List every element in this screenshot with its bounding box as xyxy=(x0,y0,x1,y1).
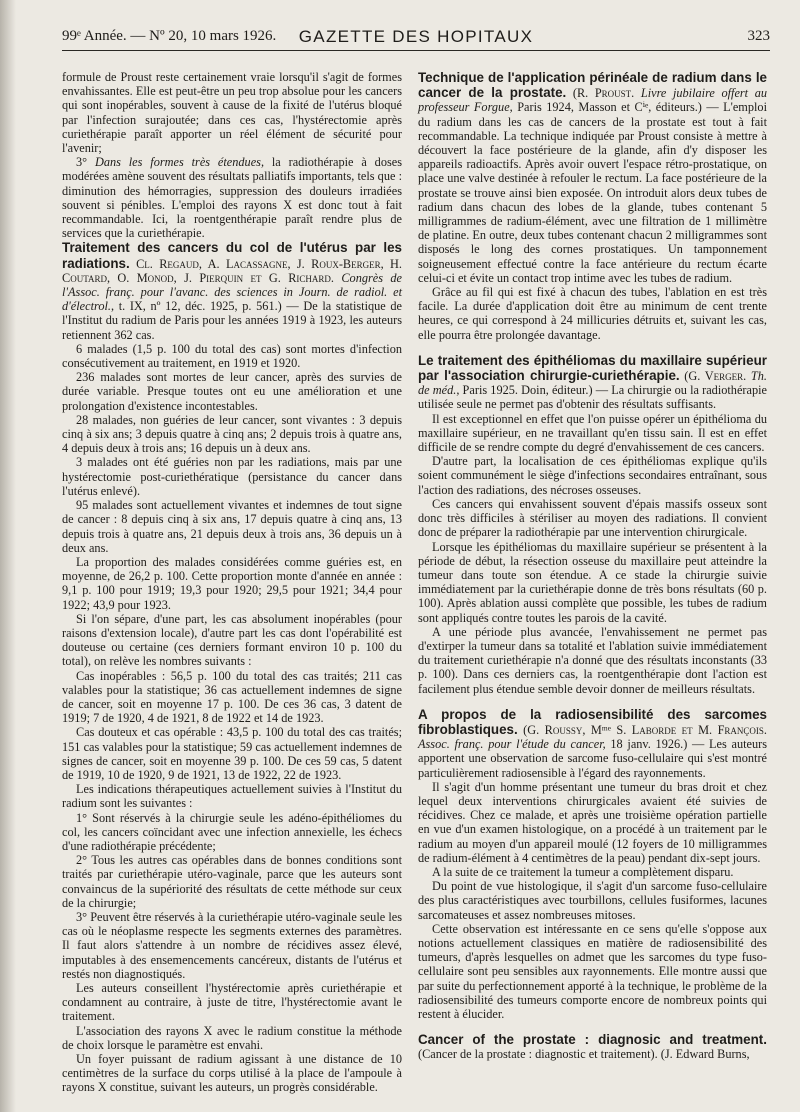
paragraph: Du point de vue histologique, il s'agit d'un sarcome fuso-cellulaire des plus caractéristiques avec tourbillons, cellules fusiformes, lacunes sarcomateuses et assez nombreuses mitoses. xyxy=(418,879,767,922)
paragraph: 2° Tous les autres cas opérables dans de bonnes conditions sont traités par curiethérapie utéro-vaginale, parce que les auteurs sont convaincus de la supériorité des résultats de cette méthode sur ceux de la chirurgie; xyxy=(62,853,402,910)
paragraph: D'autre part, la localisation de ces épithéliomas explique qu'ils soient communément le siège d'infections secondaires entraînant, sous l'action des radiations, des nécroses osseuses. xyxy=(418,454,767,497)
paragraph: Cette observation est intéressante en ce sens qu'elle s'oppose aux notions actuellement classiques en matière de radiosensibilité des tumeurs, d'après lesquelles on admet que les sarcomes du type fuso-cellulaire sont peu sensibles aux rayonnements. Elle montre aussi que par suite du perfectionnement apporté à la technique, le problème de la radiosensibilité des tumeurs comporte encore de nombreux points qui restent à élucider. xyxy=(418,921,767,1021)
paragraph: Si l'on sépare, d'une part, les cas absolument inopérables (pour raisons d'extension locale), d'autre part les cas dont l'opérabilité est douteuse ou certaine (ces derniers formant environ 10 p. 100 du total), on relève les nombres suivants : xyxy=(62,611,402,669)
article-title: Technique de l'application périnéale de radium dans le cancer de la prostate. xyxy=(418,70,767,101)
paragraph: 6 malades (1,5 p. 100 du total des cas) sont mortes d'infection consécutivement au traitement, en 1919 et 1920. xyxy=(62,341,402,371)
article-source: Congrès de l'Assoc. franç. pour l'avanc. des sciences in Journ. de radiol. et d'électrol. xyxy=(62,270,403,314)
page-edge-shadow xyxy=(0,0,16,1112)
article-title: A propos de la radiosensibilité des sarcomes fibroblastiques. xyxy=(418,706,767,737)
page-number: 323 xyxy=(747,28,770,44)
paragraph: 28 malades, non guéries de leur cancer, sont vivantes : 3 depuis cinq à six ans; 3 depuis quatre à cinq ans; 2 depuis trois à quatre ans, 4 depuis deux à trois ans; 16 depuis un à deux ans. xyxy=(62,412,402,456)
paragraph: La proportion des malades considérées comme guéries est, en moyenne, de 26,2 p. 100. Cette proportion monte d'année en année : 9,1 p. 100 pour 1919; 19,3 pour 1920; 29,5 pour 1921; 34,4 pour 1922; 43,9 pour 1923. xyxy=(62,554,402,612)
paragraph: formule de Proust reste certainement vraie lorsqu'il s'agit de formes envahissantes. Elle est peut-être un peu trop absolue pour les cancers qui sont inopérables, souvent à cause de la fixité de l'utérus bloqué par l'infection surajoutée; dans ces cas, l'hystérectomie après curiethérapie paraît apporter un réel élément de sécurité pour l'avenir; xyxy=(62,70,402,156)
article-authors: (G. Roussy, Mᵐᵉ S. Laborde et M. François. xyxy=(517,722,767,737)
paragraph: 3° Peuvent être réservés à la curiethérapie utéro-vaginale seule les cas où le néoplasme respecte les segments externes des paramètres. Il faut alors s'attendre à un nombre de récidives assez élevé, imputables à des ensemencements cancéreux, distants de l'utérus et restés non diagnostiqués. xyxy=(62,909,402,981)
article-sarcomes xyxy=(418,707,767,1021)
paragraph: Les indications thérapeutiques actuellement suivies à l'Institut du radium sont les suivantes : xyxy=(62,782,402,811)
article-heading: Technique de l'application périnéale de radium dans le cancer de la prostate. (R. Proust. Livre jubilaire offert au professeur Forgue, Paris 1924, Masson et Cⁱᵉ, éditeurs.) — L'emploi du radium dans les cas de cancers de la prostate est tout à fait recommandable. La technique indiquée par Proust consiste à mettre à découvert la face postérieure de la glande, afin d'y disposer les appareils radioactifs. Après avoir ouvert l'espace rétro-prostatique, on place une valve destinée à refouler le rectum. La face postérieure de la prostate se trouve ainsi bien exposée. On introduit alors deux tubes de radium dans chacun des lobes de la glande, tubes contenant 5 milligrammes de radium-élément, avec une filtration de 1 millimètre de platine. En outre, deux tubes contenant chacun 2 milligrammes sont disposés le long des cornes prostatiques. Un tamponnement soigneusement effectué contre la face antérieure du rectum écarte celui-ci et évite un contact trop intime avec les tubes de radium. xyxy=(418,70,767,285)
paragraph: 3 malades ont été guéries non par les radiations, mais par une hystérectomie post-curiethératique (persistance du cancer dans l'utérus enlevé). xyxy=(62,455,402,498)
article-authors: (G. Verger. xyxy=(679,369,751,384)
article-heading: Le traitement des épithéliomas du maxillaire supérieur par l'association chirurgie-curiethérapie. (G. Verger. Th. de méd., Paris 1925. Doin, éditeur.) — La chirurgie ou la radiothérapie utilisée seule ne permet pas d'obtenir des résultats suffisants. xyxy=(418,352,767,412)
article-title: Cancer of the prostate : diagnosic and treatment. xyxy=(418,1032,767,1048)
article-prostate-radium xyxy=(418,70,767,342)
right-column xyxy=(418,70,767,1062)
paragraph: Il s'agit d'un homme présentant une tumeur du bras droit et chez lequel deux interventions chirurgicales avaient été suivies de récidives. Chez ce malade, et après une troisième opération partielle en vue d'un examen histologique, on a procédé à un traitement par le radium au moyen d'un appareil moulé (12 foyers de 10 milligrammes de radium-élément à 4 centimètres de la peau) pendant dix-sept jours. xyxy=(418,779,767,865)
article-source: Th. de méd., xyxy=(418,369,767,398)
paragraph: Ces cancers qui envahissent souvent d'épais massifs osseux sont donc très difficiles à stériliser au moyen des radiations. Il convient donc de préparer la radiothérapie par une intervention chirurgicale. xyxy=(418,496,767,540)
paragraph: Un foyer puissant de radium agissant à une distance de 10 centimètres de la surface du corps utilisé à la place de l'ampoule à rayons X constitue, suivant les auteurs, un progrès considérable. xyxy=(62,1052,402,1095)
article-title: Le traitement des épithéliomas du maxillaire supérieur par l'association chirurgie-curiethérapie. xyxy=(418,352,767,384)
paragraph: A une période plus avancée, l'envahissement ne permet pas d'extirper la tumeur dans sa totalité et l'ablation suivie immédiatement du traitement curiethérapie n'a donné que des résultats inconstants (33 p. 100). Dans ces derniers cas, la roentgenthérapie dont l'action est facilement plus étendue semble devoir donner de meilleurs résultats. xyxy=(418,624,767,696)
paragraph: Cas douteux et cas opérable : 43,5 p. 100 du total des cas traités; 151 cas valables pour la statistique; 59 cas actuellement indemnes de signes de cancer, soit en moyenne 39 p. 100. De ces 59 cas, 5 datent de 1919, 10 de 1920, 9 de 1921, 13 de 1922, 22 de 1923. xyxy=(62,725,402,782)
article-title: Traitement des cancers du col de l'utérus par les radiations. xyxy=(62,240,402,271)
article-authors: Cl. Regaud, A. Lacassagne, J. Roux-Berger, H. Coutard, O. Monod, J. Pierquin et G. Richard. xyxy=(62,256,402,285)
article-heading xyxy=(418,1032,767,1061)
article-source: Assoc. franç. pour l'étude du cancer, xyxy=(418,737,606,752)
article-maxillaire xyxy=(418,353,767,696)
paragraph: Les auteurs conseillent l'hystérectomie après curiethérapie et condamnent au contraire, à juste de titre, l'hystérectomie avant le traitement. xyxy=(62,981,402,1024)
article-subtitle: (Cancer de la prostate : diagnostic et traitement). (J. Edward Burns, xyxy=(418,1047,750,1062)
article-cancer-prostate-diagnosis xyxy=(418,1032,767,1061)
paragraph: Grâce au fil qui est fixé à chacun des tubes, l'ablation en est très facile. La durée d'application doit être au minimum de cent trente heures, ce qui correspond à 24 millicuries détruits et, suivant les cas, elle pourra être prolongée davantage. xyxy=(418,285,767,342)
paragraph: Cas inopérables : 56,5 p. 100 du total des cas traités; 211 cas valables pour la statistique; 36 cas actuellement indemnes de signe de cancer, soit en moyenne 17 p. 100. De ces 36 cas, 3 datent de 1919; 7 de 1920, 4 de 1921, 8 de 1922 et 14 de 1923. xyxy=(62,668,402,726)
article-heading: Traitement des cancers du col de l'utérus par les radiations. Cl. Regaud, A. Lacassagne, J. Roux-Berger, H. Coutard, O. Monod, J. Pierquin et G. Richard. Congrès de l'Assoc. franç. pour l'avanc. des sciences in Journ. de radiol. et d'électrol., t. IX, nº 12, déc. 1925, p. 561.) — De la statistique de l'Institut du radium de Paris pour les années 1919 à 1923, les auteurs retiennent 362 cas. xyxy=(62,240,403,342)
paragraph: 3° Dans les formes très étendues, la radiothérapie à doses modérées amène souvent des résultats palliatifs importants, tels que : diminution des hémorragies, suppression des douleurs irradiées souvent si pénibles. L'emploi des rayons X est donc tout à fait recommandable. Ici, la roentgenthérapie paraît rendre plus de services que la curiethérapie. xyxy=(62,155,403,241)
paragraph: A la suite de ce traitement la tumeur a complètement disparu. xyxy=(432,864,734,879)
paragraph: Il est exceptionnel en effet que l'on puisse opérer un épithélioma du maxillaire supérieur, en ne travaillant qu'en tissu sain. Il est en effet difficile de se rendre compte du degré d'envahissement de ces cancers. xyxy=(418,411,767,455)
paragraph: L'association des rayons X avec le radium constitue la méthode de choix lorsque le paramètre est envahi. xyxy=(62,1023,402,1052)
article-source: Livre jubilaire offert au professeur Forgue, xyxy=(418,86,767,115)
paragraph: Lorsque les épithéliomas du maxillaire supérieur se présentent à la période de début, la résection osseuse du maxillaire peut atteindre la tumeur dans toute son étendue. A ce stade la chirurgie suivie immédiatement par la curiethérapie donne de très bons résultats (60 p. 100). Après ablation aussi complète que possible, les tubes de radium sont appliqués contre toutes les parois de la cavité. xyxy=(418,539,767,625)
paragraph: 95 malades sont actuellement vivantes et indemnes de tout signe de cancer : 8 depuis cinq à six ans, 17 depuis quatre à cinq ans, 13 depuis trois à quatre ans, 21 depuis deux à trois ans, 36 depuis un à deux ans. xyxy=(62,498,402,555)
article-cancers-col-uterus xyxy=(62,240,402,1094)
paragraph: 1° Sont réservés à la chirurgie seule les adéno-épithéliomes du col, les cancers coïncidant avec une infection annexielle, les échecs d'une radiothérapie précédente; xyxy=(62,810,402,853)
article-authors: (R. Proust. xyxy=(566,86,641,101)
journal-title: GAZETTE DES HOPITAUX xyxy=(298,27,534,46)
left-column xyxy=(62,70,402,1095)
article-heading: A propos de la radiosensibilité des sarcomes fibroblastiques. (G. Roussy, Mᵐᵉ S. Laborde et M. François. Assoc. franç. pour l'étude du cancer, 18 janv. 1926.) — Les auteurs apportent une observation de sarcome fuso-cellulaire qui s'est montré particulièrement radiosensible à l'égard des rayonnements. xyxy=(418,706,768,780)
issue-info: 99ᵉ Année. — Nº 20, 10 mars 1926. xyxy=(62,28,277,44)
paragraph: 236 malades sont mortes de leur cancer, après des survies de durée variable. Presque toutes ont eu une amélioration et une prolongation d'existence incontestables. xyxy=(62,370,402,413)
page-header xyxy=(62,24,770,51)
